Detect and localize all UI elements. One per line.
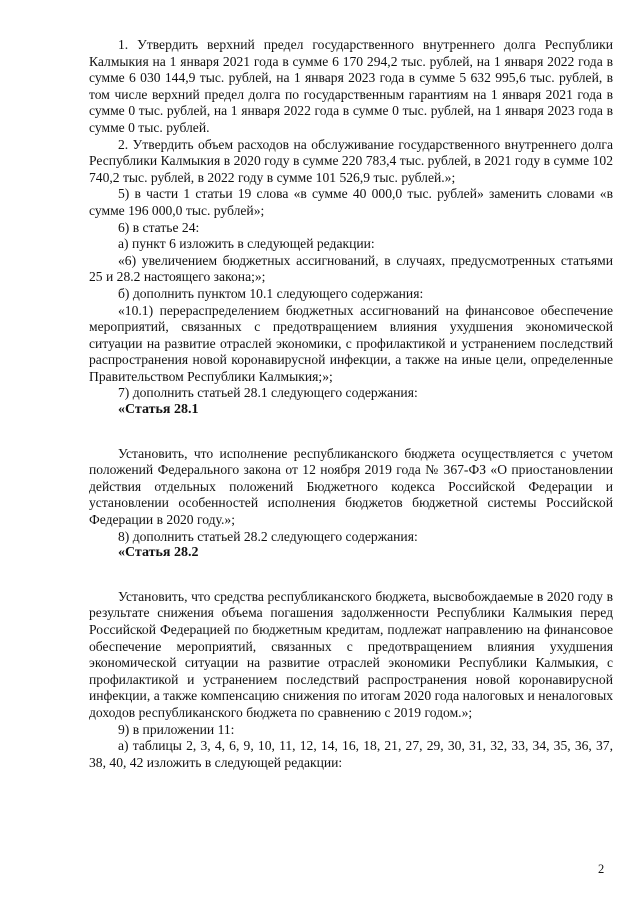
paragraph-item-7: 7) дополнить статьей 28.1 следующего содержания:	[118, 385, 418, 401]
paragraph-item-2: 2. Утвердить объем расходов на обслуживание государственного внутреннего долга Республики Калмыкия в 2020 году в сумме 220 783,4 тыс. рублей, в 2021 году в сумме 102 740,2 тыс. рублей, в 2022 году в сумме 101 526,9 тыс. рублей.»;	[89, 136, 613, 185]
paragraph-item-9: 9) в приложении 11:	[118, 721, 235, 737]
paragraph-subitem-a-tables: а) таблицы 2, 3, 4, 6, 9, 10, 11, 12, 14, 16, 18, 21, 27, 29, 30, 31, 32, 33, 34, 35, 36, 37, 38, 40, 42 изложить в следующей редакции:	[89, 738, 613, 770]
paragraph-quote-6: «6) увеличением бюджетных ассигнований, в случаях, предусмотренных статьями 25 и 28.2 настоящего закона;»;	[89, 252, 613, 285]
article-heading-28-1: «Статья 28.1	[118, 402, 199, 418]
paragraph-subitem-b: б) дополнить пунктом 10.1 следующего содержания:	[118, 285, 424, 301]
paragraph-item-1: 1. Утвердить верхний предел государственного внутреннего долга Республики Калмыкия на 1 января 2021 года в сумме 6 170 294,2 тыс. рублей, на 1 января 2022 года в сумме 6 030 144,9 тыс. рублей, на 1 января 2023 года в сумме 5 632 995,6 тыс. рублей, в том числе верхний предел долга по государственным гарантиям на 1 января 2021 года в сумме 0 тыс. рублей, на 1 января 2022 года в сумме 0 тыс. рублей, на 1 января 2023 года в сумме 0 тыс. рублей.	[89, 37, 613, 135]
paragraph-quote-10-1: «10.1) перераспределением бюджетных ассигнований на финансовое обеспечение мероприятий, связанных с предотвращением влияния ухудшения экономической ситуации на развитие отраслей экономики, с профилактикой и устранением последствий распространения новой коронавирусной инфекции, а также на иные цели, определенные Правительством Республики Калмыкия;»;	[89, 302, 613, 384]
paragraph-item-6: 6) в статье 24:	[118, 219, 200, 235]
paragraph-item-5: 5) в части 1 статьи 19 слова «в сумме 40 000,0 тыс. рублей» заменить словами «в сумме 196 000,0 тыс. рублей»;	[89, 186, 613, 218]
article-heading-28-2: «Статья 28.2	[118, 545, 199, 561]
paragraph-article-28-2-text: Установить, что средства республиканского бюджета, высвобождаемые в 2020 году в результате снижения объема погашения задолженности Республики Калмыкия перед Российской Федерацией по бюджетным кредитам, подлежат направлению на финансовое обеспечение мероприятий, связанных с предотвращением влияния ухудшения экономической ситуации на развитие отраслей экономики Республики Калмыкия, с профилактикой и устранением последствий распространения новой коронавирусной инфекции, а также компенсацию снижения по итогам 2020 года налоговых и неналоговых доходов республиканского бюджета по сравнению с 2019 годом.»;	[89, 588, 613, 720]
document-body	[89, 37, 613, 771]
paragraph-subitem-a: а) пункт 6 изложить в следующей редакции:	[118, 236, 375, 252]
paragraph-item-8: 8) дополнить статьей 28.2 следующего содержания:	[118, 528, 418, 544]
paragraph-article-28-1-text: Установить, что исполнение республиканского бюджета осуществляется с учетом положений Федерального закона от 12 ноября 2019 года № 367-ФЗ «О приостановлении действия отдельных положений Бюджетного кодекса Российской Федерации и установлении особенностей исполнения бюджетов бюджетной системы Российской Федерации в 2020 году.»;	[89, 445, 613, 528]
page-number: 2	[598, 862, 605, 876]
